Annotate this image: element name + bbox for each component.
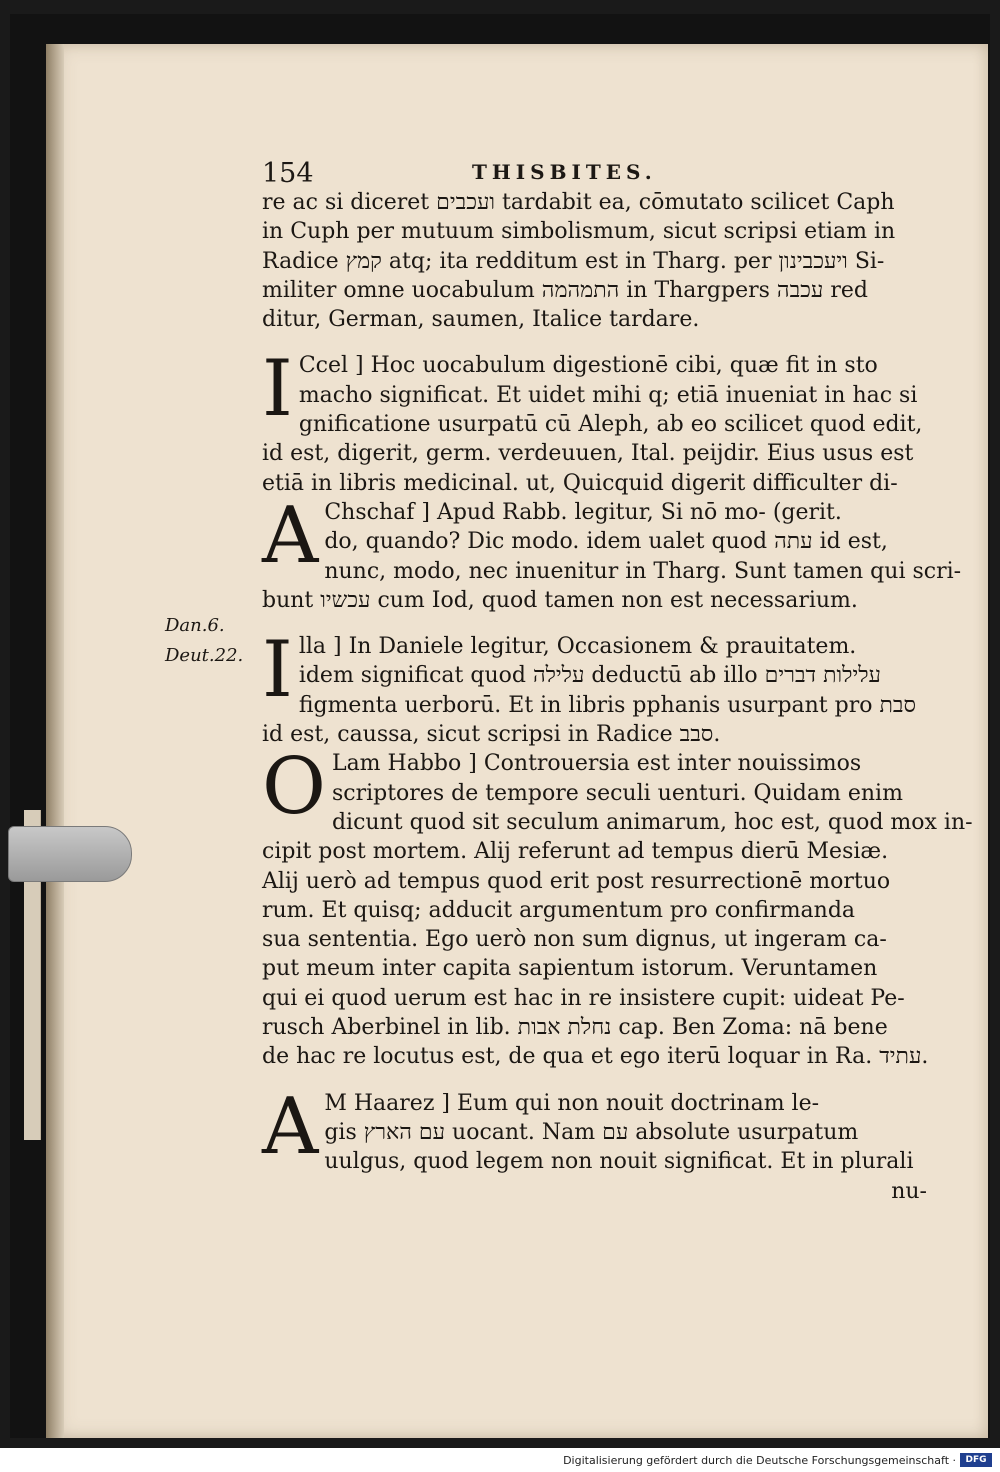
catchword: nu- [891, 1178, 927, 1204]
text-line: Ccel ] Hoc uocabulum digestionē cibi, quæ fit in sto [298, 353, 878, 379]
page-gutter [46, 44, 64, 1438]
text-line: gis עם הארץ uocant. Nam עם absolute usurpatum [324, 1119, 859, 1145]
text-line: de hac re locutus est, de qua et ego iterū loquar in Ra. עתיד. [262, 1044, 929, 1070]
text-line: gnificatione usurpatū cū Aleph, ab eo scilicet quod edit, [298, 412, 923, 438]
paragraph-tardabit [262, 188, 927, 334]
text-line: dicunt quod sit seculum animarum, hoc est, quod mox in- [331, 809, 973, 835]
text-line: M Haarez ] Eum qui non nouit doctrinam le- [324, 1090, 820, 1116]
text-line: figmenta uerborū. Et in libris pphanis usurpant pro סבת [298, 692, 917, 718]
running-title: THISBITES. [472, 160, 657, 184]
paragraph-illa [262, 625, 927, 749]
text-line: id est, caussa, sicut scripsi in Radice סבב. [262, 722, 721, 748]
text-line: in Cuph per mutuum simbolismum, sicut scripsi etiam in [262, 219, 896, 245]
page-header [262, 158, 922, 188]
text-line: do, quando? Dic modo. idem ualet quod עתה id est, [324, 529, 888, 555]
paragraph-iccel [262, 344, 927, 497]
paragraph-am-haarez [262, 1081, 927, 1206]
page-clip [8, 826, 132, 882]
dropcap: A [262, 1081, 319, 1172]
dropcap: A [262, 490, 319, 581]
margin-note-dan: Dan.6. [165, 615, 225, 636]
text-line: re ac si diceret ועכבים tardabit ea, cōmutato scilicet Caph [262, 190, 895, 215]
text-line: cipit post mortem. Alij referunt ad tempus dierū Mesiæ. [262, 839, 889, 865]
text-line: lla ] In Daniele legitur, Occasionem & prauitatem. [298, 634, 857, 660]
text-line: id est, digerit, germ. verdeuuen, Ital. peijdir. Eius usus est [262, 441, 914, 467]
dropcap: I [262, 344, 293, 435]
footer-credit: Digitalisierung gefördert durch die Deutsche Forschungsgemeinschaft · [563, 1454, 956, 1467]
text-line: macho significat. Et uidet mihi q; etiā inueniat in hac si [298, 382, 918, 408]
dfg-logo: DFG [960, 1453, 992, 1467]
text-line: nunc, modo, nec inuenitur in Tharg. Sunt tamen qui scri- [324, 558, 962, 584]
text-line: Chschaf ] Apud Rabb. legitur, Si nō mo- (gerit. [324, 499, 842, 525]
text-line: militer omne uocabulum התמהמה in Thargpers עכבה red [262, 277, 869, 303]
paragraph-achschaf [262, 490, 962, 615]
text-line: qui ei quod uerum est hac in re insistere cupit: uideat Pe- [262, 985, 905, 1011]
text-line: Alij uerò ad tempus quod erit post resurrectionē mortuo [262, 868, 891, 894]
page-number: 154 [262, 158, 314, 189]
text-line: ditur, German, saumen, Italice tardare. [262, 307, 700, 333]
margin-note-deut: Deut.22. [165, 645, 244, 666]
dropcap: I [262, 625, 293, 716]
text-line: scriptores de tempore seculi uenturi. Quidam enim [331, 780, 903, 806]
text-line: Radice קמץ atq; ita redditum est in Tharg. per ויעכבינון Si- [262, 248, 885, 274]
text-block [262, 188, 973, 1206]
paragraph-olam-habbo [262, 742, 973, 1071]
text-line: put meum inter capita sapientum istorum. Veruntamen [262, 956, 878, 982]
text-line: Lam Habbo ] Controuersia est inter nouissimos [331, 751, 862, 777]
text-line: sua sententia. Ego uerò non sum dignus, ut ingeram ca- [262, 927, 887, 953]
text-line: etiā in libris medicinal. ut, Quicquid digerit difficulter di- [262, 470, 898, 496]
text-line: rum. Et quisq; adducit argumentum pro confirmanda [262, 897, 856, 923]
text-line: bunt עכשיו cum Iod, quod tamen non est necessarium. [262, 587, 858, 613]
text-line: idem significat quod עלילה deductū ab illo עלילות דברים [298, 663, 881, 689]
text-line: rusch Aberbinel in lib. נחלת אבות cap. Ben Zoma: nā bene [262, 1015, 888, 1041]
text-line: uulgus, quod legem non nouit significat. Et in plurali [324, 1149, 914, 1175]
footer-bar [0, 1448, 1000, 1472]
dropcap: O [262, 742, 326, 833]
